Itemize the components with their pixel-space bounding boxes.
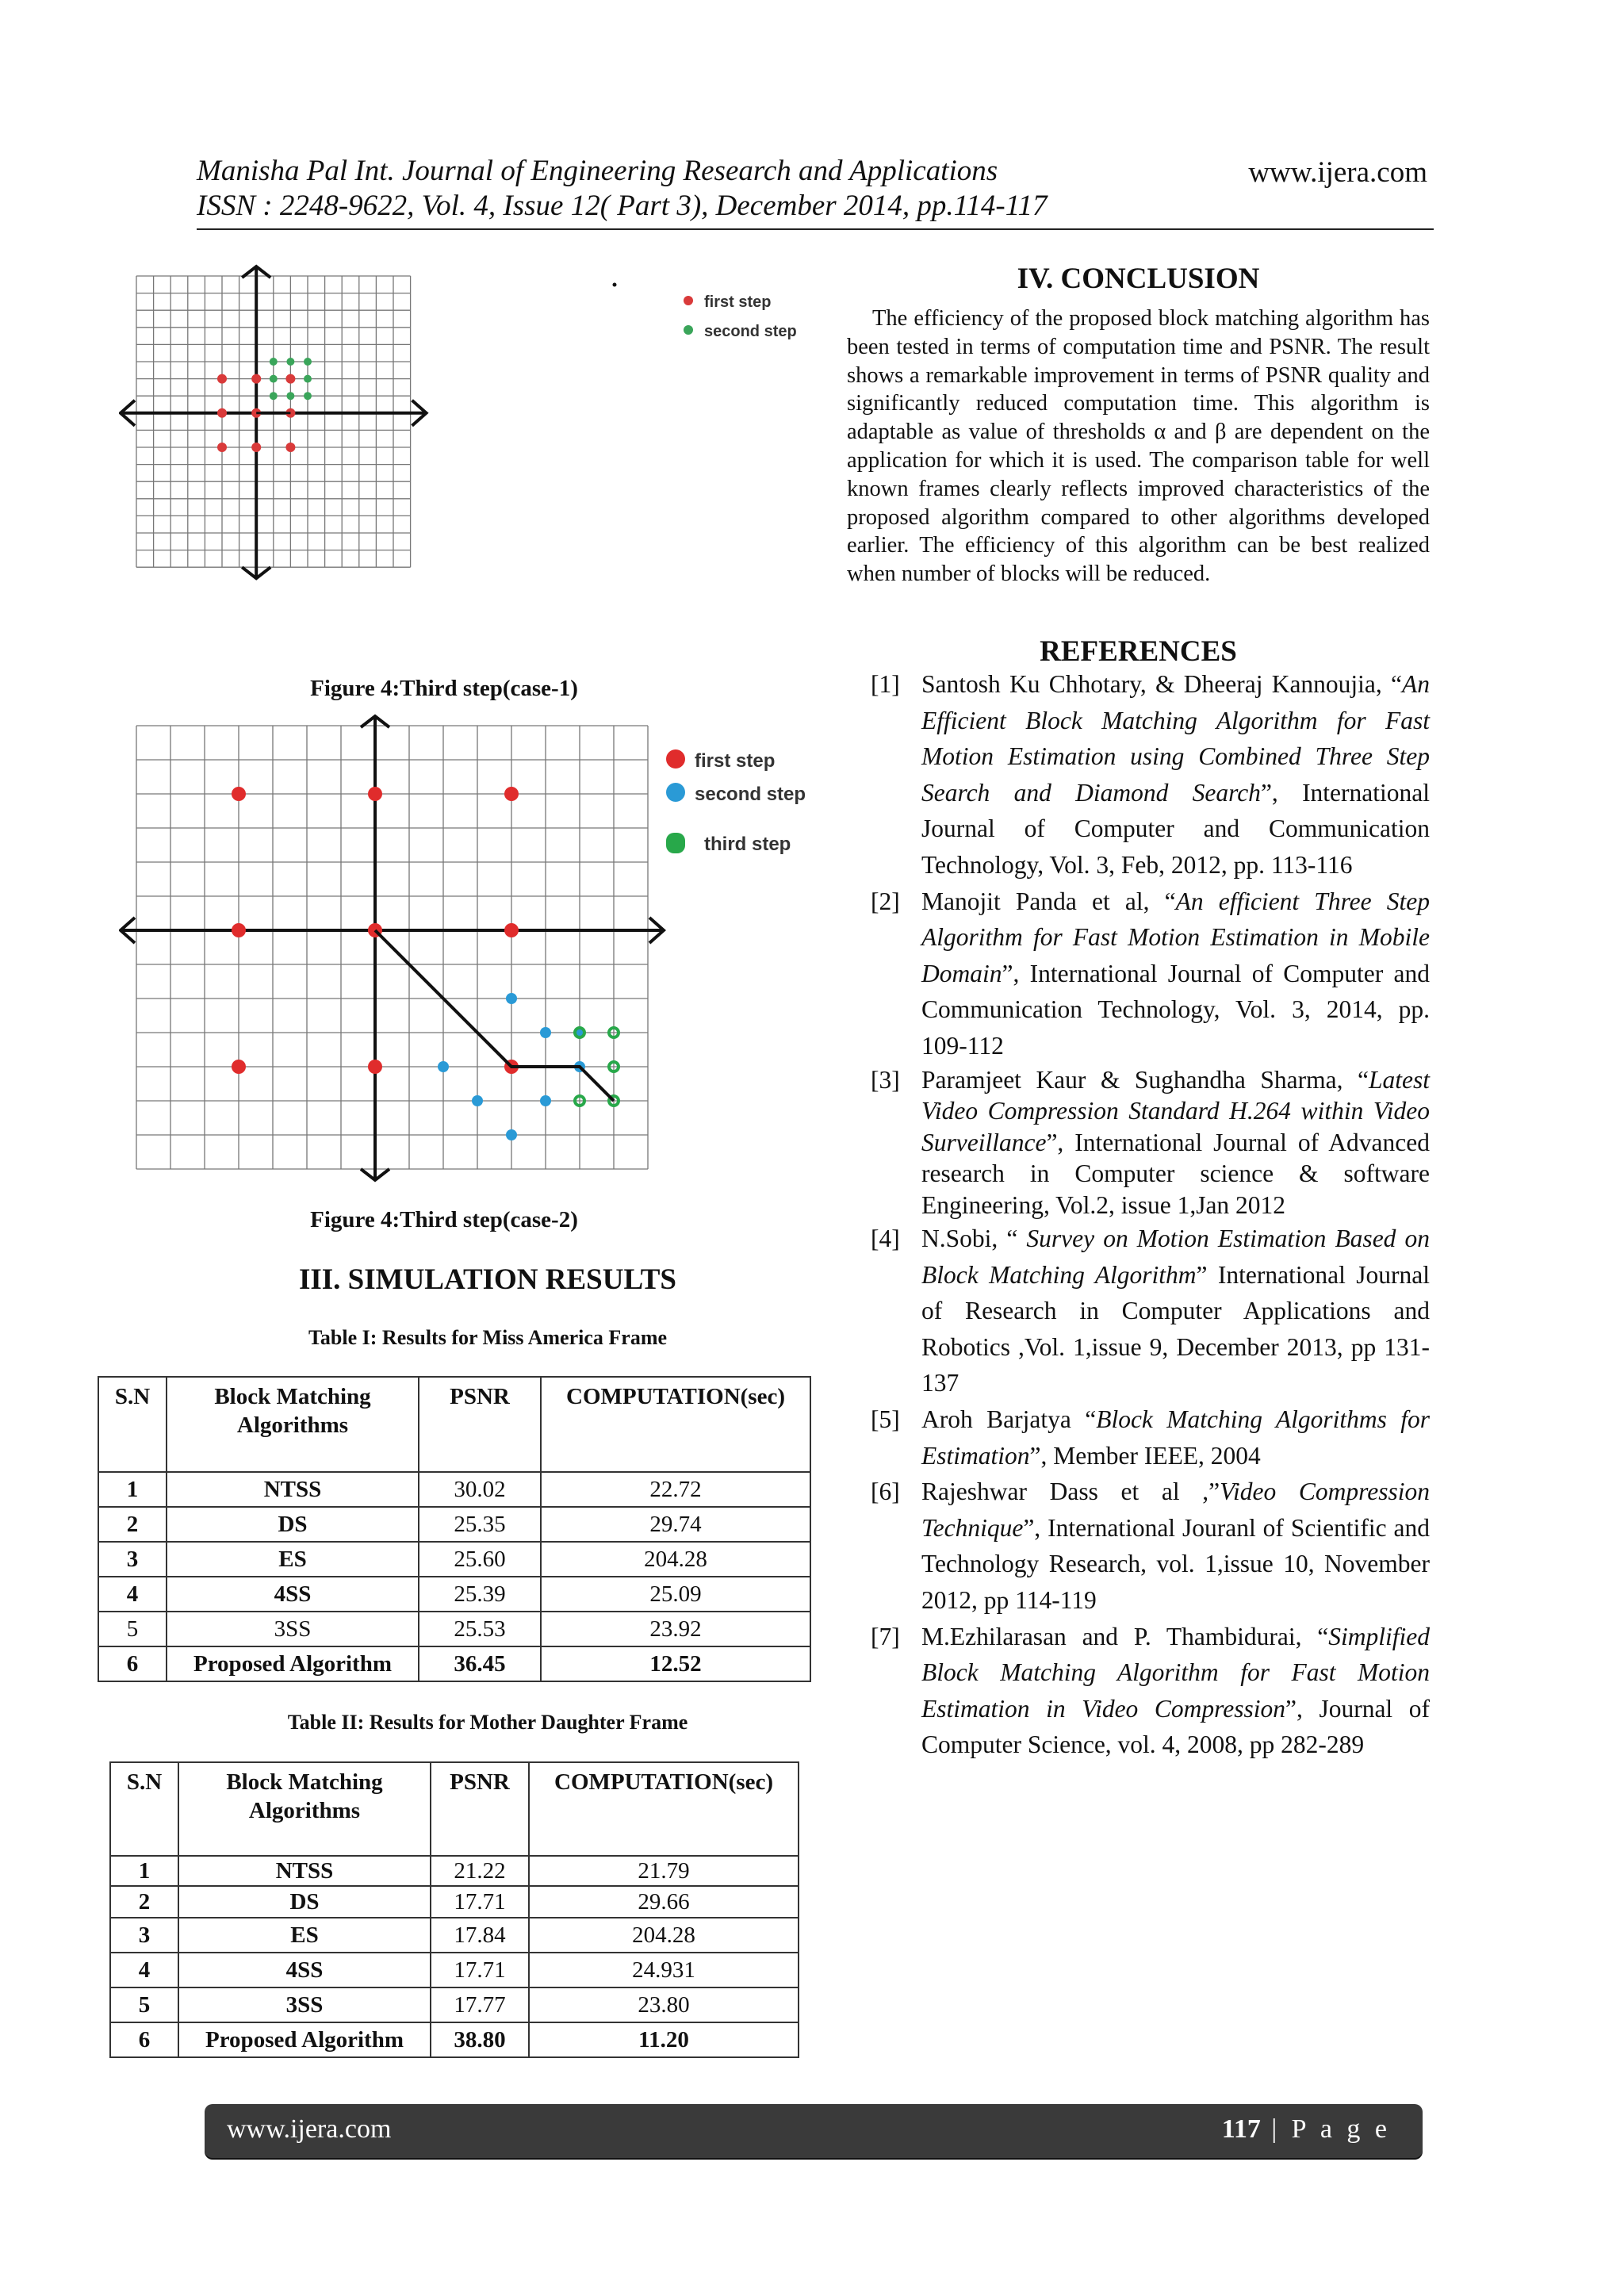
reference-number: [1] (871, 670, 900, 698)
legend-third-step-marker (666, 833, 685, 853)
marker-dot (613, 283, 617, 287)
reference-authors: N.Sobi, “ (921, 1225, 1027, 1253)
page-label: | P a g e (1260, 2114, 1391, 2144)
second-step-point (438, 1061, 449, 1072)
legend-second-step-label: second step (695, 784, 806, 805)
conclusion-text: The efficiency of the proposed block matching algorithm has been tested in terms of computation time and PSNR. The result shows a remarkable improvement in terms of PSNR quality and significantly reduced computation time. This algorithm is adaptable as value of thresholds α and β are dependent on the application for which it is used. The comparison table for well known frames clearly reflects improved characteristics of the proposed algorithm compared to other algorithms developed earlier. The efficiency of this algorithm can be best realized when number of blocks will be reduced. (847, 306, 1430, 587)
reference-authors: Santosh Ku Chhotary, & Dheeraj Kannoujia, “ (921, 670, 1402, 698)
table-cell: ES (178, 1918, 431, 1953)
conclusion-title: IV. CONCLUSION (1017, 263, 1260, 295)
legend-second-step-marker (666, 783, 685, 802)
table1-caption: Table I: Results for Miss America Frame (308, 1326, 668, 1349)
reference-number: [4] (871, 1225, 900, 1253)
table-row (110, 1953, 799, 1987)
first-step-point (232, 787, 246, 801)
search-path (375, 930, 614, 1101)
table-cell: 6 (98, 1646, 167, 1681)
legend-second-step-marker (684, 325, 693, 335)
legend-first-step-label: first step (704, 293, 772, 311)
reference-title: Survey on Motion Estimation Based on Block Matching Algorithm (921, 1225, 1431, 1289)
table-cell: 25.53 (419, 1612, 541, 1646)
table-cell: NTSS (178, 1856, 431, 1886)
references-list (871, 666, 1430, 1763)
table-cell: 4 (110, 1953, 178, 1987)
page-header (197, 154, 1434, 230)
table-cell: 17.84 (431, 1918, 529, 1953)
table-cell: NTSS (167, 1472, 419, 1507)
table-cell: 17.71 (431, 1886, 529, 1918)
reference-source: ”, International Journal of Computer and Communication Technology, Vol. 3, 2014, pp. 109-112 (921, 959, 1430, 1060)
page-number-value: 117 (1221, 2114, 1261, 2144)
references-title: REFERENCES (1040, 635, 1237, 668)
table-cell: 22.72 (541, 1472, 810, 1507)
table-cell: DS (167, 1507, 419, 1542)
footer-url: www.ijera.com (227, 2114, 392, 2144)
table-cell: 24.931 (529, 1953, 799, 1987)
second-step-point (304, 358, 312, 366)
table-cell: 29.66 (529, 1886, 799, 1918)
table-cell: 204.28 (541, 1542, 810, 1577)
reference-item (871, 1474, 1430, 1618)
table-row (110, 1886, 799, 1918)
table-cell: 36.45 (419, 1646, 541, 1681)
table-cell: Proposed Algorithm (178, 2022, 431, 2057)
table-cell: 11.20 (529, 2022, 799, 2057)
second-step-point (270, 358, 278, 366)
legend-first-step-marker (666, 749, 685, 769)
reference-source: ”, International Journal of Computer and Communication Technology, Vol. 3, Feb, 2012, pp. 113-116 (921, 778, 1430, 879)
table-cell: ES (167, 1542, 419, 1577)
table-cell: 25.60 (419, 1542, 541, 1577)
reference-title: Latest Video Compression Standard H.264 within Video Surveillance (921, 1065, 1430, 1156)
first-step-point (251, 443, 261, 452)
table2-header-cell: COMPUTATION(sec) (529, 1762, 799, 1856)
table-cell: 1 (110, 1856, 178, 1886)
second-step-point (304, 392, 312, 400)
table-cell: 1 (98, 1472, 167, 1507)
first-step-point (368, 1060, 382, 1074)
table-cell: 6 (110, 2022, 178, 2057)
table-cell: 3 (98, 1542, 167, 1577)
table-row (98, 1577, 810, 1612)
table-row (110, 1856, 799, 1886)
table2-header-cell: Block Matching Algorithms (178, 1762, 431, 1856)
reference-item (871, 1064, 1430, 1221)
first-step-point (504, 923, 519, 937)
reference-item (871, 884, 1430, 1064)
table-cell: 23.92 (541, 1612, 810, 1646)
first-step-point (285, 374, 295, 384)
table1-header-cell: COMPUTATION(sec) (541, 1377, 810, 1472)
table-cell: DS (178, 1886, 431, 1918)
first-step-point (217, 374, 227, 384)
table2-header-cell: S.N (110, 1762, 178, 1856)
table-cell: 4SS (167, 1577, 419, 1612)
table-cell: 25.39 (419, 1577, 541, 1612)
table-row (98, 1542, 810, 1577)
table-row (98, 1646, 810, 1681)
figure-case-2 (119, 706, 817, 1205)
first-step-point (368, 787, 382, 801)
reference-authors: M.Ezhilarasan and P. Thambidurai, “ (921, 1622, 1329, 1650)
reference-authors: Manojit Panda et al, “ (921, 887, 1176, 915)
table-cell: 2 (110, 1886, 178, 1918)
first-step-point (285, 443, 295, 452)
table2-header-cell: PSNR (431, 1762, 529, 1856)
reference-source: ”, International Journal of Advanced research in Computer science & software Engineering, Vol.2, issue 1,Jan 2012 (921, 1128, 1430, 1219)
table-row (110, 1987, 799, 2022)
first-step-point (217, 443, 227, 452)
reference-title: Video Compression Technique (921, 1478, 1430, 1542)
reference-number: [7] (871, 1622, 900, 1650)
second-step-point (286, 392, 294, 400)
table-cell: 17.71 (431, 1953, 529, 1987)
legend-first-step-label: first step (695, 750, 776, 772)
figure-case-1 (119, 262, 817, 674)
reference-source: ”, Journal of Computer Science, vol. 4, 2008, pp 282-289 (921, 1694, 1430, 1759)
table-cell: 5 (98, 1612, 167, 1646)
reference-number: [2] (871, 887, 900, 915)
reference-source: ” International Journal of Research in Computer Applications and Robotics ,Vol. 1,issue 9, December 2013, pp 131-137 (921, 1260, 1430, 1397)
table-row (98, 1612, 810, 1646)
reference-title: An Efficient Block Matching Algorithm for Fast Motion Estimation using Combined Three Step Search and Diamond Search (921, 670, 1430, 807)
table-cell: 23.80 (529, 1987, 799, 2022)
second-step-point (540, 1027, 551, 1038)
page-number (1222, 2114, 1391, 2145)
second-step-point (506, 993, 517, 1004)
table-cell: 4SS (178, 1953, 431, 1987)
second-step-point (506, 1129, 517, 1140)
table-cell: 3 (110, 1918, 178, 1953)
table-cell: 21.22 (431, 1856, 529, 1886)
table-cell: 21.79 (529, 1856, 799, 1886)
table2 (109, 1761, 799, 2058)
table-cell: 30.02 (419, 1472, 541, 1507)
first-step-point (504, 787, 519, 801)
reference-source: ”, Member IEEE, 2004 (1029, 1441, 1261, 1470)
reference-item (871, 666, 1430, 884)
second-step-point (286, 358, 294, 366)
second-step-point (540, 1095, 551, 1106)
second-step-point (304, 375, 312, 383)
figure-case-1-caption: Figure 4:Third step(case-1) (310, 676, 578, 701)
table1-header-row (98, 1377, 810, 1472)
reference-title: An efficient Three Step Algorithm for Fast Motion Estimation in Mobile Domain (921, 887, 1430, 987)
table1 (98, 1376, 811, 1682)
legend-second-step-label: second step (704, 323, 797, 340)
second-step-point (270, 375, 278, 383)
table-row (98, 1507, 810, 1542)
table2-caption: Table II: Results for Mother Daughter Frame (287, 1711, 688, 1734)
first-step-point (232, 923, 246, 937)
table-cell: 2 (98, 1507, 167, 1542)
table-cell: 5 (110, 1987, 178, 2022)
table-cell: 25.35 (419, 1507, 541, 1542)
issn-line: ISSN : 2248-9622, Vol. 4, Issue 12( Part 3), December 2014, pp.114-117 (197, 190, 1048, 222)
figure-case-2-plot (119, 706, 817, 1205)
first-step-point (217, 408, 227, 418)
reference-item (871, 1619, 1430, 1763)
reference-authors: Rajeshwar Dass et al ,” (921, 1478, 1220, 1506)
first-step-point (232, 1060, 246, 1074)
table-cell: 38.80 (431, 2022, 529, 2057)
second-step-point (270, 392, 278, 400)
reference-source: ”, International Jouranl of Scientific and Technology Research, vol. 1,issue 10, November 2012, pp 114-119 (921, 1513, 1430, 1614)
figure-case-1-plot (119, 262, 817, 674)
table-row (110, 2022, 799, 2057)
figure-case-2-caption: Figure 4:Third step(case-2) (310, 1207, 578, 1232)
table1-header-cell: S.N (98, 1377, 167, 1472)
table-cell: 3SS (167, 1612, 419, 1646)
journal-line: Manisha Pal Int. Journal of Engineering Research and Applications (197, 155, 998, 187)
simulation-results-title: III. SIMULATION RESULTS (298, 1263, 677, 1296)
table-cell: 4 (98, 1577, 167, 1612)
reference-number: [6] (871, 1478, 900, 1506)
reference-item (871, 1401, 1430, 1474)
table1-header-cell: Block Matching Algorithms (167, 1377, 419, 1472)
reference-item (871, 1221, 1430, 1401)
table-cell: 12.52 (541, 1646, 810, 1681)
first-step-point (251, 374, 261, 384)
table-cell: 25.09 (541, 1577, 810, 1612)
reference-authors: Aroh Barjatya “ (921, 1405, 1097, 1433)
reference-title: Block Matching Algorithms for Estimation (921, 1405, 1430, 1470)
reference-number: [5] (871, 1405, 900, 1433)
reference-number: [3] (871, 1065, 900, 1094)
reference-authors: Paramjeet Kaur & Sughandha Sharma, “ (921, 1065, 1369, 1094)
legend-first-step-marker (684, 296, 693, 305)
reference-title: Simplified Block Matching Algorithm for Fast Motion Estimation in Video Compression (921, 1622, 1430, 1723)
second-step-point (472, 1095, 483, 1106)
table-cell: 17.77 (431, 1987, 529, 2022)
header-url: www.ijera.com (1248, 156, 1427, 189)
table-cell: 3SS (178, 1987, 431, 2022)
page-footer (205, 2104, 1423, 2158)
table-cell: 29.74 (541, 1507, 810, 1542)
table2-header-row (110, 1762, 799, 1856)
table-cell: 204.28 (529, 1918, 799, 1953)
table-row (110, 1918, 799, 1953)
table1-header-cell: PSNR (419, 1377, 541, 1472)
legend-third-step-label: third step (704, 834, 791, 855)
table-cell: Proposed Algorithm (167, 1646, 419, 1681)
table-row (98, 1472, 810, 1507)
